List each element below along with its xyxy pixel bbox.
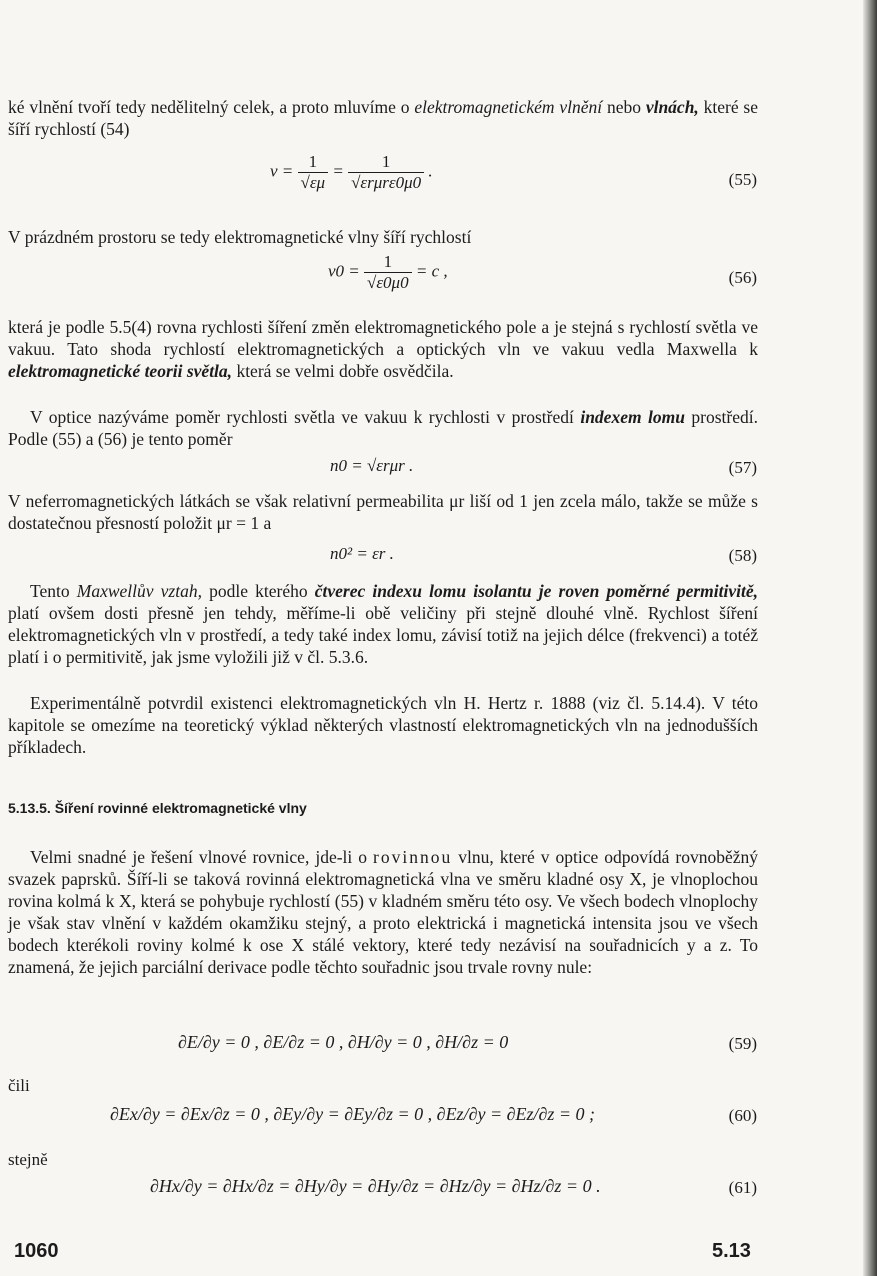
text: platí ovšem dosti přesně jen tehdy, měříme-li obě veličiny při stejně dlouhé vlně. Rychlost šíření elektromagnetických vln v prostředí, a tedy také index lomu, závisí totiž na jejich délce (frekvenci) a totéž platí i o permitivitě, jak jsme vyložili již v čl. 5.3.6. xyxy=(8,603,758,667)
equation-56 xyxy=(328,252,448,293)
eq-number-55: (55) xyxy=(728,170,757,189)
emphasis: vlnách, xyxy=(645,97,699,117)
period: . xyxy=(428,161,433,181)
emphasis: indexem lomu xyxy=(580,407,685,427)
chapter-number: 5.13 xyxy=(712,1240,751,1262)
equation-55 xyxy=(270,152,433,193)
eq-number-59: (59) xyxy=(728,1034,757,1053)
eq-lhs: v = xyxy=(270,161,294,181)
equation-61: ∂Hx/∂y = ∂Hx/∂z = ∂Hy/∂y = ∂Hy/∂z = ∂Hz/∂y = ∂Hz/∂z = 0 . xyxy=(150,1176,601,1196)
paragraph-4 xyxy=(8,406,758,450)
emphasis: elektromagnetické teorii světla, xyxy=(8,361,233,381)
page-number: 1060 xyxy=(14,1240,59,1262)
paragraph-3 xyxy=(8,316,758,382)
numerator: 1 xyxy=(383,252,393,271)
eq-lhs: v0 = xyxy=(328,261,360,281)
page-edge-shadow xyxy=(863,0,877,1276)
eq-number-61: (61) xyxy=(728,1178,757,1197)
eq-number-60: (60) xyxy=(728,1106,757,1125)
emphasis: elektromagnetickém vlnění xyxy=(414,97,603,117)
equation-58: n0² = εr . xyxy=(330,544,394,563)
spaced-emphasis: rovinnou xyxy=(373,847,453,867)
text: nebo xyxy=(602,97,646,117)
text: vlnu, které v optice odpovídá rovnoběžný svazek paprsků. Šíří-li se taková rovinná elektromagnetická vlna ve směru kladné osy X, je vlnoplochou rovina kolmá k X, která se pohybuje rychlostí (55) v kladném směru této osy. Ve všech bodech vlnoplochy je však stav vlnění v každém okamžiku stejný, a proto elektrická i magnetická intensita jsou ve všech bodech kterékoli roviny kolmé k ose X stálé vektory, které tedy nezávisí na souřadnicích y a z. To znamená, že jejich parciální derivace podle těchto souřadnic jsou trvale rovny nule: xyxy=(8,847,758,977)
text: Velmi snadné je řešení vlnové rovnice, jde-li o xyxy=(30,847,374,867)
text: ké vlnění tvoří tedy nedělitelný celek, a proto mluvíme o xyxy=(8,97,415,117)
emphasis: Maxwellův vztah, xyxy=(76,581,202,601)
text: podle kterého xyxy=(201,581,315,601)
denominator: √εμ xyxy=(298,172,329,193)
emphasis: čtverec indexu lomu isolantu je roven poměrné permitivitě, xyxy=(314,581,758,601)
eq-number-57: (57) xyxy=(728,458,757,477)
paragraph-2: V prázdném prostoru se tedy elektromagnetické vlny šíří rychlostí xyxy=(8,227,472,247)
section-heading: 5.13.5. Šíření rovinné elektromagnetické vlny xyxy=(8,800,307,816)
eq-rhs: = c , xyxy=(415,261,448,281)
label-cili: čili xyxy=(8,1076,30,1095)
equation-59: ∂E/∂y = 0 , ∂E/∂z = 0 , ∂H/∂y = 0 , ∂H/∂z = 0 xyxy=(178,1032,509,1052)
eq-number-56: (56) xyxy=(728,268,757,287)
numerator: 1 xyxy=(308,152,318,171)
text: Tento xyxy=(30,581,77,601)
text: prostředí. Podle (55) a (56) je tento poměr xyxy=(8,407,758,449)
denominator: √εrμrε0μ0 xyxy=(348,172,424,193)
text: V optice nazýváme poměr rychlosti světla ve vakuu k rychlosti v prostředí xyxy=(30,407,581,427)
text: které se šíří rychlostí (54) xyxy=(8,97,758,139)
eq-number-58: (58) xyxy=(728,546,757,565)
label-stejne: stejně xyxy=(8,1150,48,1169)
paragraph-8 xyxy=(8,846,758,978)
paragraph-1 xyxy=(8,96,758,140)
denominator: √ε0μ0 xyxy=(364,272,412,293)
fraction xyxy=(348,152,424,193)
equation-57: n0 = √εrμr . xyxy=(330,456,414,475)
paragraph-7: Experimentálně potvrdil existenci elektromagnetických vln H. Hertz r. 1888 (viz čl. 5.14.4). V této kapitole se omezíme na teoretický výklad některých vlastností elektromagnetických vln na jednodušších příkladech. xyxy=(8,693,758,757)
text: která se velmi dobře osvědčila. xyxy=(232,361,454,381)
numerator: 1 xyxy=(381,152,391,171)
paragraph-6 xyxy=(8,580,758,668)
equals: = xyxy=(332,161,344,181)
fraction xyxy=(298,152,329,193)
fraction xyxy=(364,252,412,293)
equation-60: ∂Ex/∂y = ∂Ex/∂z = 0 , ∂Ey/∂y = ∂Ey/∂z = 0 , ∂Ez/∂y = ∂Ez/∂z = 0 ; xyxy=(110,1104,596,1124)
paragraph-5: V neferromagnetických látkách se však relativní permeabilita μr liší od 1 jen zcela málo, takže se může s dostatečnou přesností položit μr = 1 a xyxy=(8,491,758,533)
text: která je podle 5.5(4) rovna rychlosti šíření změn elektromagnetického pole a je stejná s rychlostí světla ve vakuu. Tato shoda rychlostí elektromagnetických a optických vln ve vakuu vedla Maxwella k xyxy=(8,317,758,359)
